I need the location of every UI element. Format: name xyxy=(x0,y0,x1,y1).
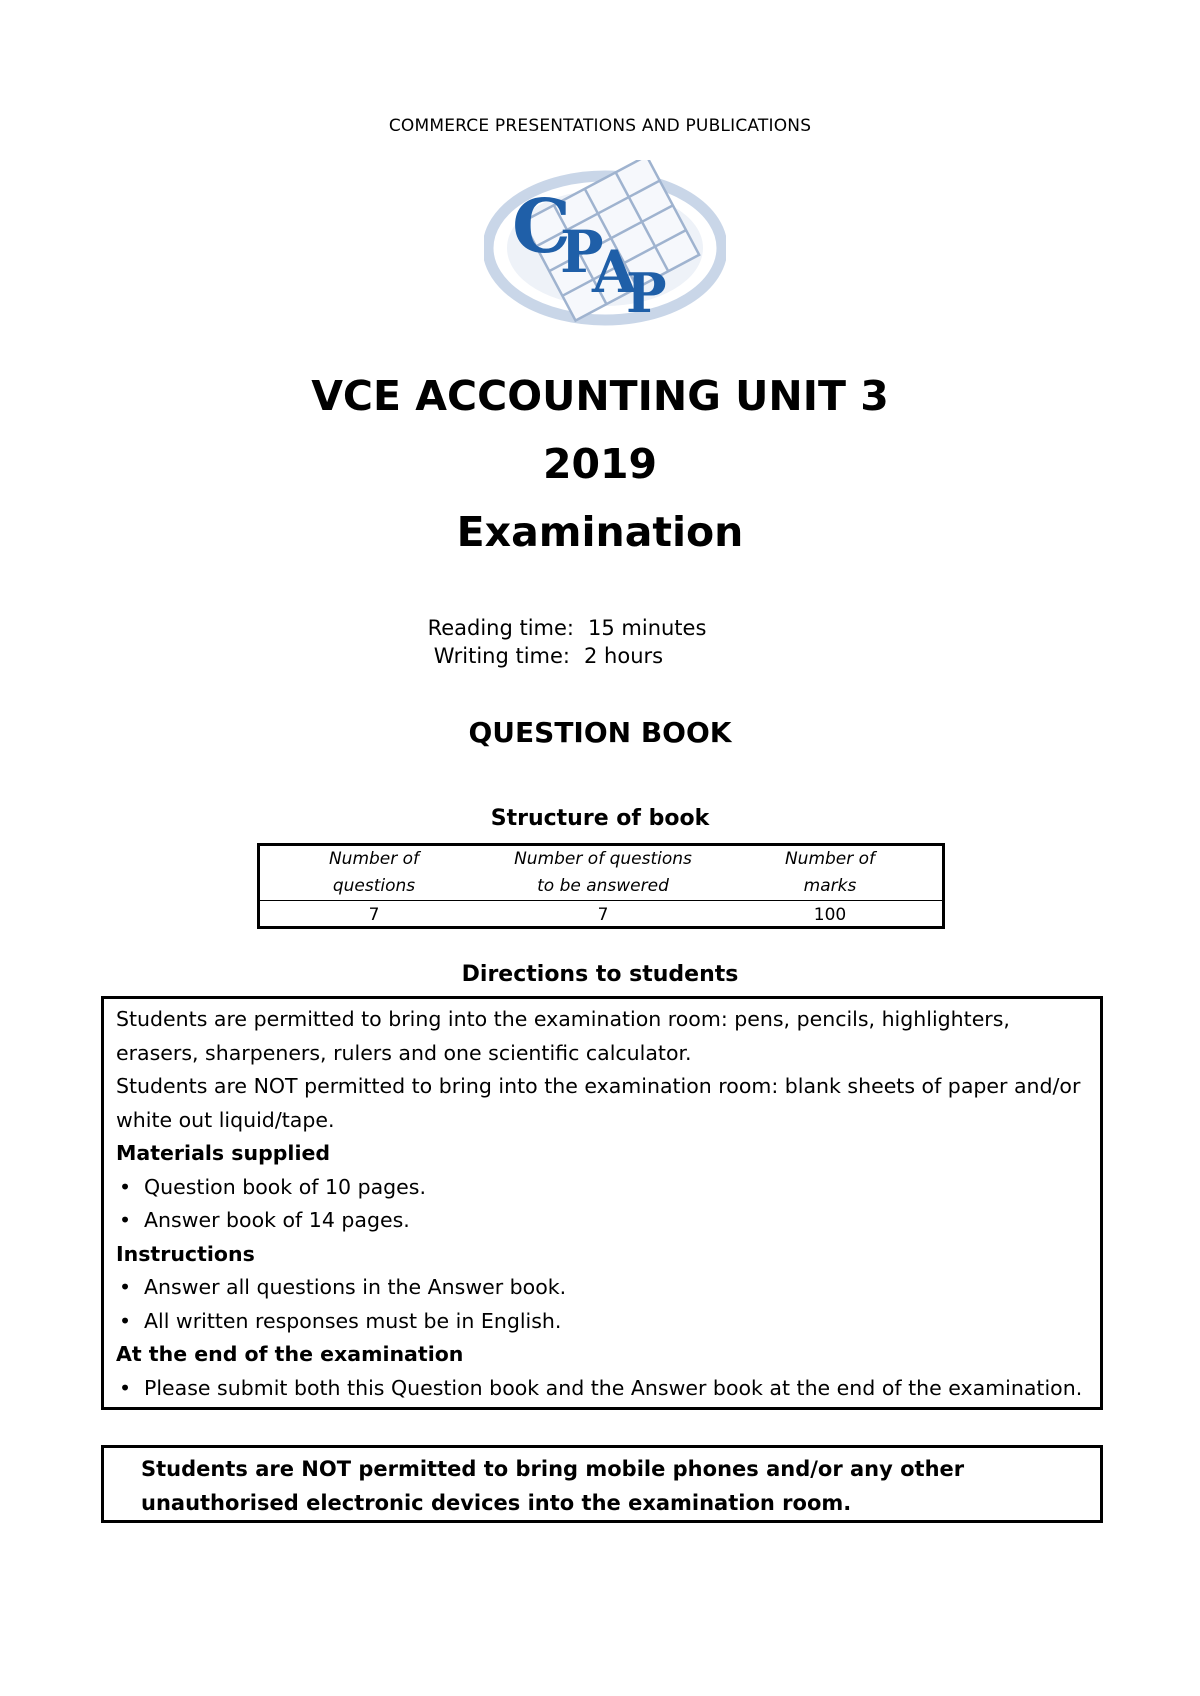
svg-text:P: P xyxy=(560,218,604,286)
publisher-name: COMMERCE PRESENTATIONS AND PUBLICATIONS xyxy=(388,116,812,136)
reading-time-label: Reading time: xyxy=(427,616,574,640)
reading-time-row xyxy=(0,614,1200,642)
exam-times xyxy=(0,614,1200,670)
reading-time-value: 15 minutes xyxy=(588,616,707,640)
svg-text:A: A xyxy=(592,238,638,306)
value-number-of-marks: 100 xyxy=(813,905,847,925)
list-item: • Please submit both this Question book and the Answer book at the end of the examination. xyxy=(116,1372,1088,1406)
list-item: • Answer book of 14 pages. xyxy=(116,1204,1088,1238)
bullet-icon: • xyxy=(119,1174,132,1199)
mobile-phone-notice: Students are NOT permitted to bring mobile phones and/or any other unauthorised electronic devices into the examination room. xyxy=(101,1445,1103,1523)
writing-time-label: Writing time: xyxy=(433,644,570,668)
header-questions-to-answer: Number of questions to be answered xyxy=(488,846,718,901)
permitted-items-text: Students are permitted to bring into the examination room: pens, pencils, highlighters, erasers, sharpeners, rulers and one scientific calculator. xyxy=(116,1007,1010,1065)
not-permitted-items-text: Students are NOT permitted to bring into the examination room: blank sheets of paper and/or white out liquid/tape. xyxy=(116,1074,1081,1132)
exam-type: Examination xyxy=(456,508,744,556)
header-number-of-marks: Number of marks xyxy=(718,846,942,901)
svg-text:P: P xyxy=(626,261,667,325)
bullet-icon: • xyxy=(119,1375,132,1400)
materials-heading: Materials supplied xyxy=(116,1141,331,1165)
bullet-icon: • xyxy=(119,1308,132,1333)
end-of-exam-heading: At the end of the examination xyxy=(116,1342,464,1366)
directions-box xyxy=(101,996,1103,1410)
svg-text:C: C xyxy=(512,184,571,270)
writing-time-row xyxy=(0,642,1200,670)
header-number-of-questions: Number of questions xyxy=(260,846,488,901)
bullet-icon: • xyxy=(119,1275,132,1299)
structure-table xyxy=(257,843,945,929)
exam-year: 2019 xyxy=(542,440,658,488)
structure-heading: Structure of book xyxy=(490,806,710,831)
exam-title: VCE ACCOUNTING UNIT 3 xyxy=(311,372,889,420)
structure-value-row xyxy=(260,901,942,930)
list-item: • Question book of 10 pages. xyxy=(116,1171,1088,1205)
bullet-icon: • xyxy=(119,1208,132,1232)
book-type-heading: QUESTION BOOK xyxy=(468,716,732,749)
value-questions-to-answer: 7 xyxy=(597,905,609,925)
list-item: • Answer all questions in the Answer book. xyxy=(116,1271,1088,1305)
structure-header-row xyxy=(260,846,942,901)
value-number-of-questions: 7 xyxy=(368,905,380,925)
list-item: • All written responses must be in English. xyxy=(116,1305,1088,1339)
cpap-logo-icon xyxy=(484,160,726,336)
directions-heading: Directions to students xyxy=(461,962,739,987)
instructions-heading: Instructions xyxy=(116,1241,255,1266)
writing-time-value: 2 hours xyxy=(584,644,664,668)
